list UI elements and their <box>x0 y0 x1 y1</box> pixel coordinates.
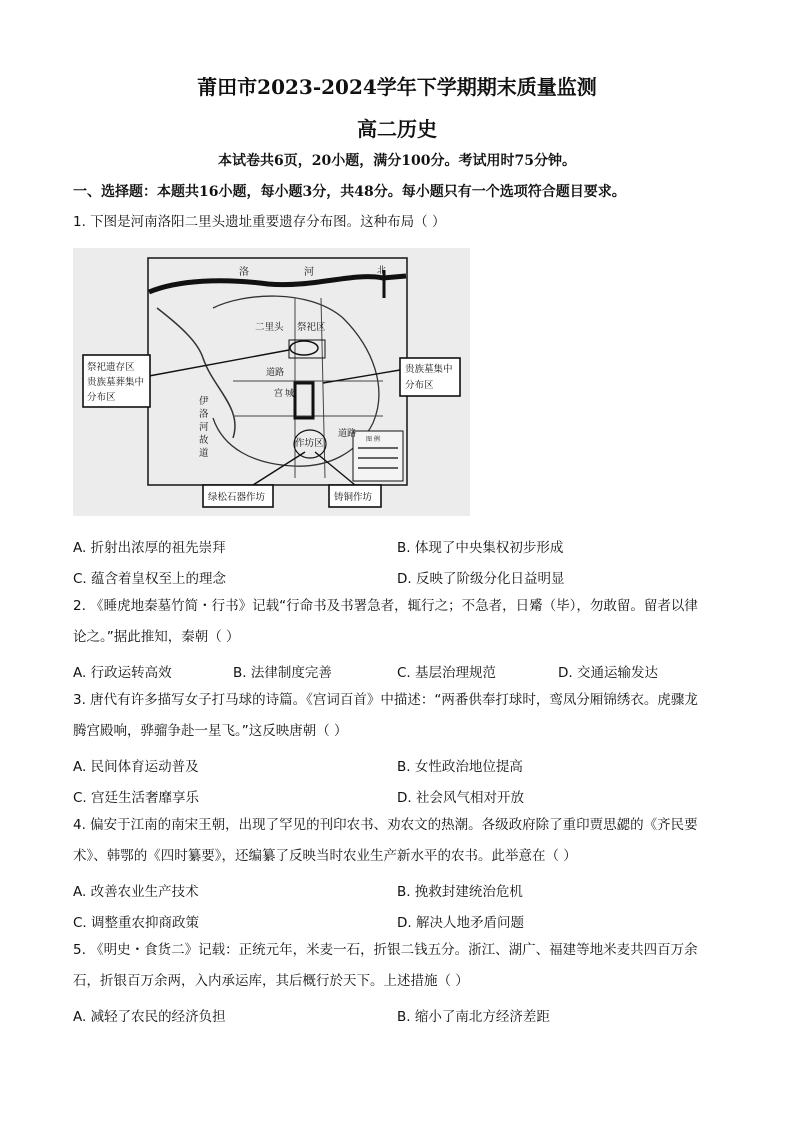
left-label-line-2: 贵族墓葬集中 <box>87 377 145 388</box>
river-luo-label: 洛 <box>239 267 249 278</box>
q2-option-c: C. 基层治理规范 <box>397 665 497 681</box>
exam-subject: 高二历史 <box>357 117 437 141</box>
q3-option-b: B. 女性政治地位提高 <box>397 759 523 775</box>
yiluo-label-1: 伊 <box>199 396 209 407</box>
yiluo-label-2: 洛 <box>199 409 209 420</box>
question-5-stem-line-2: 石，折银百万余两，入内承运库，其后概行於天下。上述措施（ ） <box>73 973 469 989</box>
road-label-1: 道路 <box>266 368 285 378</box>
question-5-stem-line-1: 5. 《明史・食货二》记载：正统元年，米麦一石，折银二钱五分。浙江、湖广、福建等地米麦共四百万余 <box>73 942 698 958</box>
section-heading: 一、选择题：本题共16小题，每小题3分，共48分。每小题只有一个选项符合题目要求。 <box>73 184 626 200</box>
q1-option-a: A. 折射出浓厚的祖先崇拜 <box>73 540 226 556</box>
turquoise-workshop-label: 绿松石器作坊 <box>208 492 266 503</box>
question-2-stem-line-2: 论之。”据此推知，秦朝（ ） <box>73 629 240 645</box>
question-3-stem-line-1: 3. 唐代有许多描写女子打马球的诗篇。《宫词百首》中描述：“两番供奉打球时，鸾凤分厢锦绣衣。虎骤龙 <box>73 692 698 708</box>
exam-note: 本试卷共6页，20小题，满分100分。考试用时75分钟。 <box>218 153 576 169</box>
q3-option-d: D. 社会风气相对开放 <box>397 790 524 806</box>
q4-option-c: C. 调整重农抑商政策 <box>73 915 200 931</box>
palace-label-2: 城 <box>285 389 295 399</box>
q3-option-a: A. 民间体育运动普及 <box>73 759 199 775</box>
q1-option-d: D. 反映了阶级分化日益明显 <box>397 571 565 587</box>
q4-option-a: A. 改善农业生产技术 <box>73 884 199 900</box>
left-label-line-1: 祭祀遗存区 <box>87 362 135 373</box>
exam-title: 莆田市2023-2024学年下学期期末质量监测 <box>197 75 597 99</box>
q2-option-b: B. 法律制度完善 <box>233 665 332 681</box>
question-1-stem: 1. 下图是河南洛阳二里头遗址重要遗存分布图。这种布局（ ） <box>73 214 446 230</box>
map-legend-title: 图 例 <box>366 436 380 443</box>
q1-option-b: B. 体现了中央集权初步形成 <box>397 540 564 556</box>
river-he-label: 河 <box>304 267 314 278</box>
q3-option-c: C. 宫廷生活奢靡享乐 <box>73 790 200 806</box>
right-label-line-2: 分布区 <box>405 380 434 391</box>
bronze-workshop-label: 铸铜作坊 <box>334 492 373 503</box>
q5-option-b: B. 缩小了南北方经济差距 <box>397 1009 550 1025</box>
sacrifice-zone-label: 祭祀区 <box>297 322 326 333</box>
workshop-zone-label: 作坊区 <box>295 438 324 449</box>
right-label-line-1: 贵族墓集中 <box>405 364 453 375</box>
q4-option-d: D. 解决人地矛盾问题 <box>397 915 524 931</box>
road-label-2: 道路 <box>338 429 357 439</box>
q5-option-a: A. 减轻了农民的经济负担 <box>73 1009 226 1025</box>
north-label: 北 <box>377 266 387 276</box>
question-2-stem-line-1: 2. 《睡虎地秦墓竹简・行书》记载“行命书及书署急者，辄行之；不急者，日觱（毕），勿敢留。留者以律 <box>73 598 698 614</box>
q2-option-d: D. 交通运输发达 <box>558 665 658 681</box>
question-4-stem-line-2: 术》、韩鄂的《四时纂要》，还编纂了反映当时农业生产新水平的农书。此举意在（ ） <box>73 848 577 864</box>
erlitou-label: 二里头 <box>255 322 284 333</box>
palace-label-1: 宫 <box>274 389 284 399</box>
q2-option-a: A. 行政运转高效 <box>73 665 172 681</box>
question-4-stem-line-1: 4. 偏安于江南的南宋王朝，出现了罕见的刊印农书、劝农文的热潮。各级政府除了重印贾思勰的《齐民要 <box>73 817 698 833</box>
yiluo-label-4: 故 <box>199 435 209 446</box>
yiluo-label-3: 河 <box>199 422 209 433</box>
erlitou-site-map <box>73 248 470 516</box>
question-3-stem-line-2: 腾宫殿响，骅骝争赴一星飞。”这反映唐朝（ ） <box>73 723 348 739</box>
q4-option-b: B. 挽救封建统治危机 <box>397 884 523 900</box>
q1-option-c: C. 蕴含着皇权至上的理念 <box>73 571 227 587</box>
left-label-line-3: 分布区 <box>87 392 116 403</box>
yiluo-label-5: 道 <box>199 448 209 459</box>
